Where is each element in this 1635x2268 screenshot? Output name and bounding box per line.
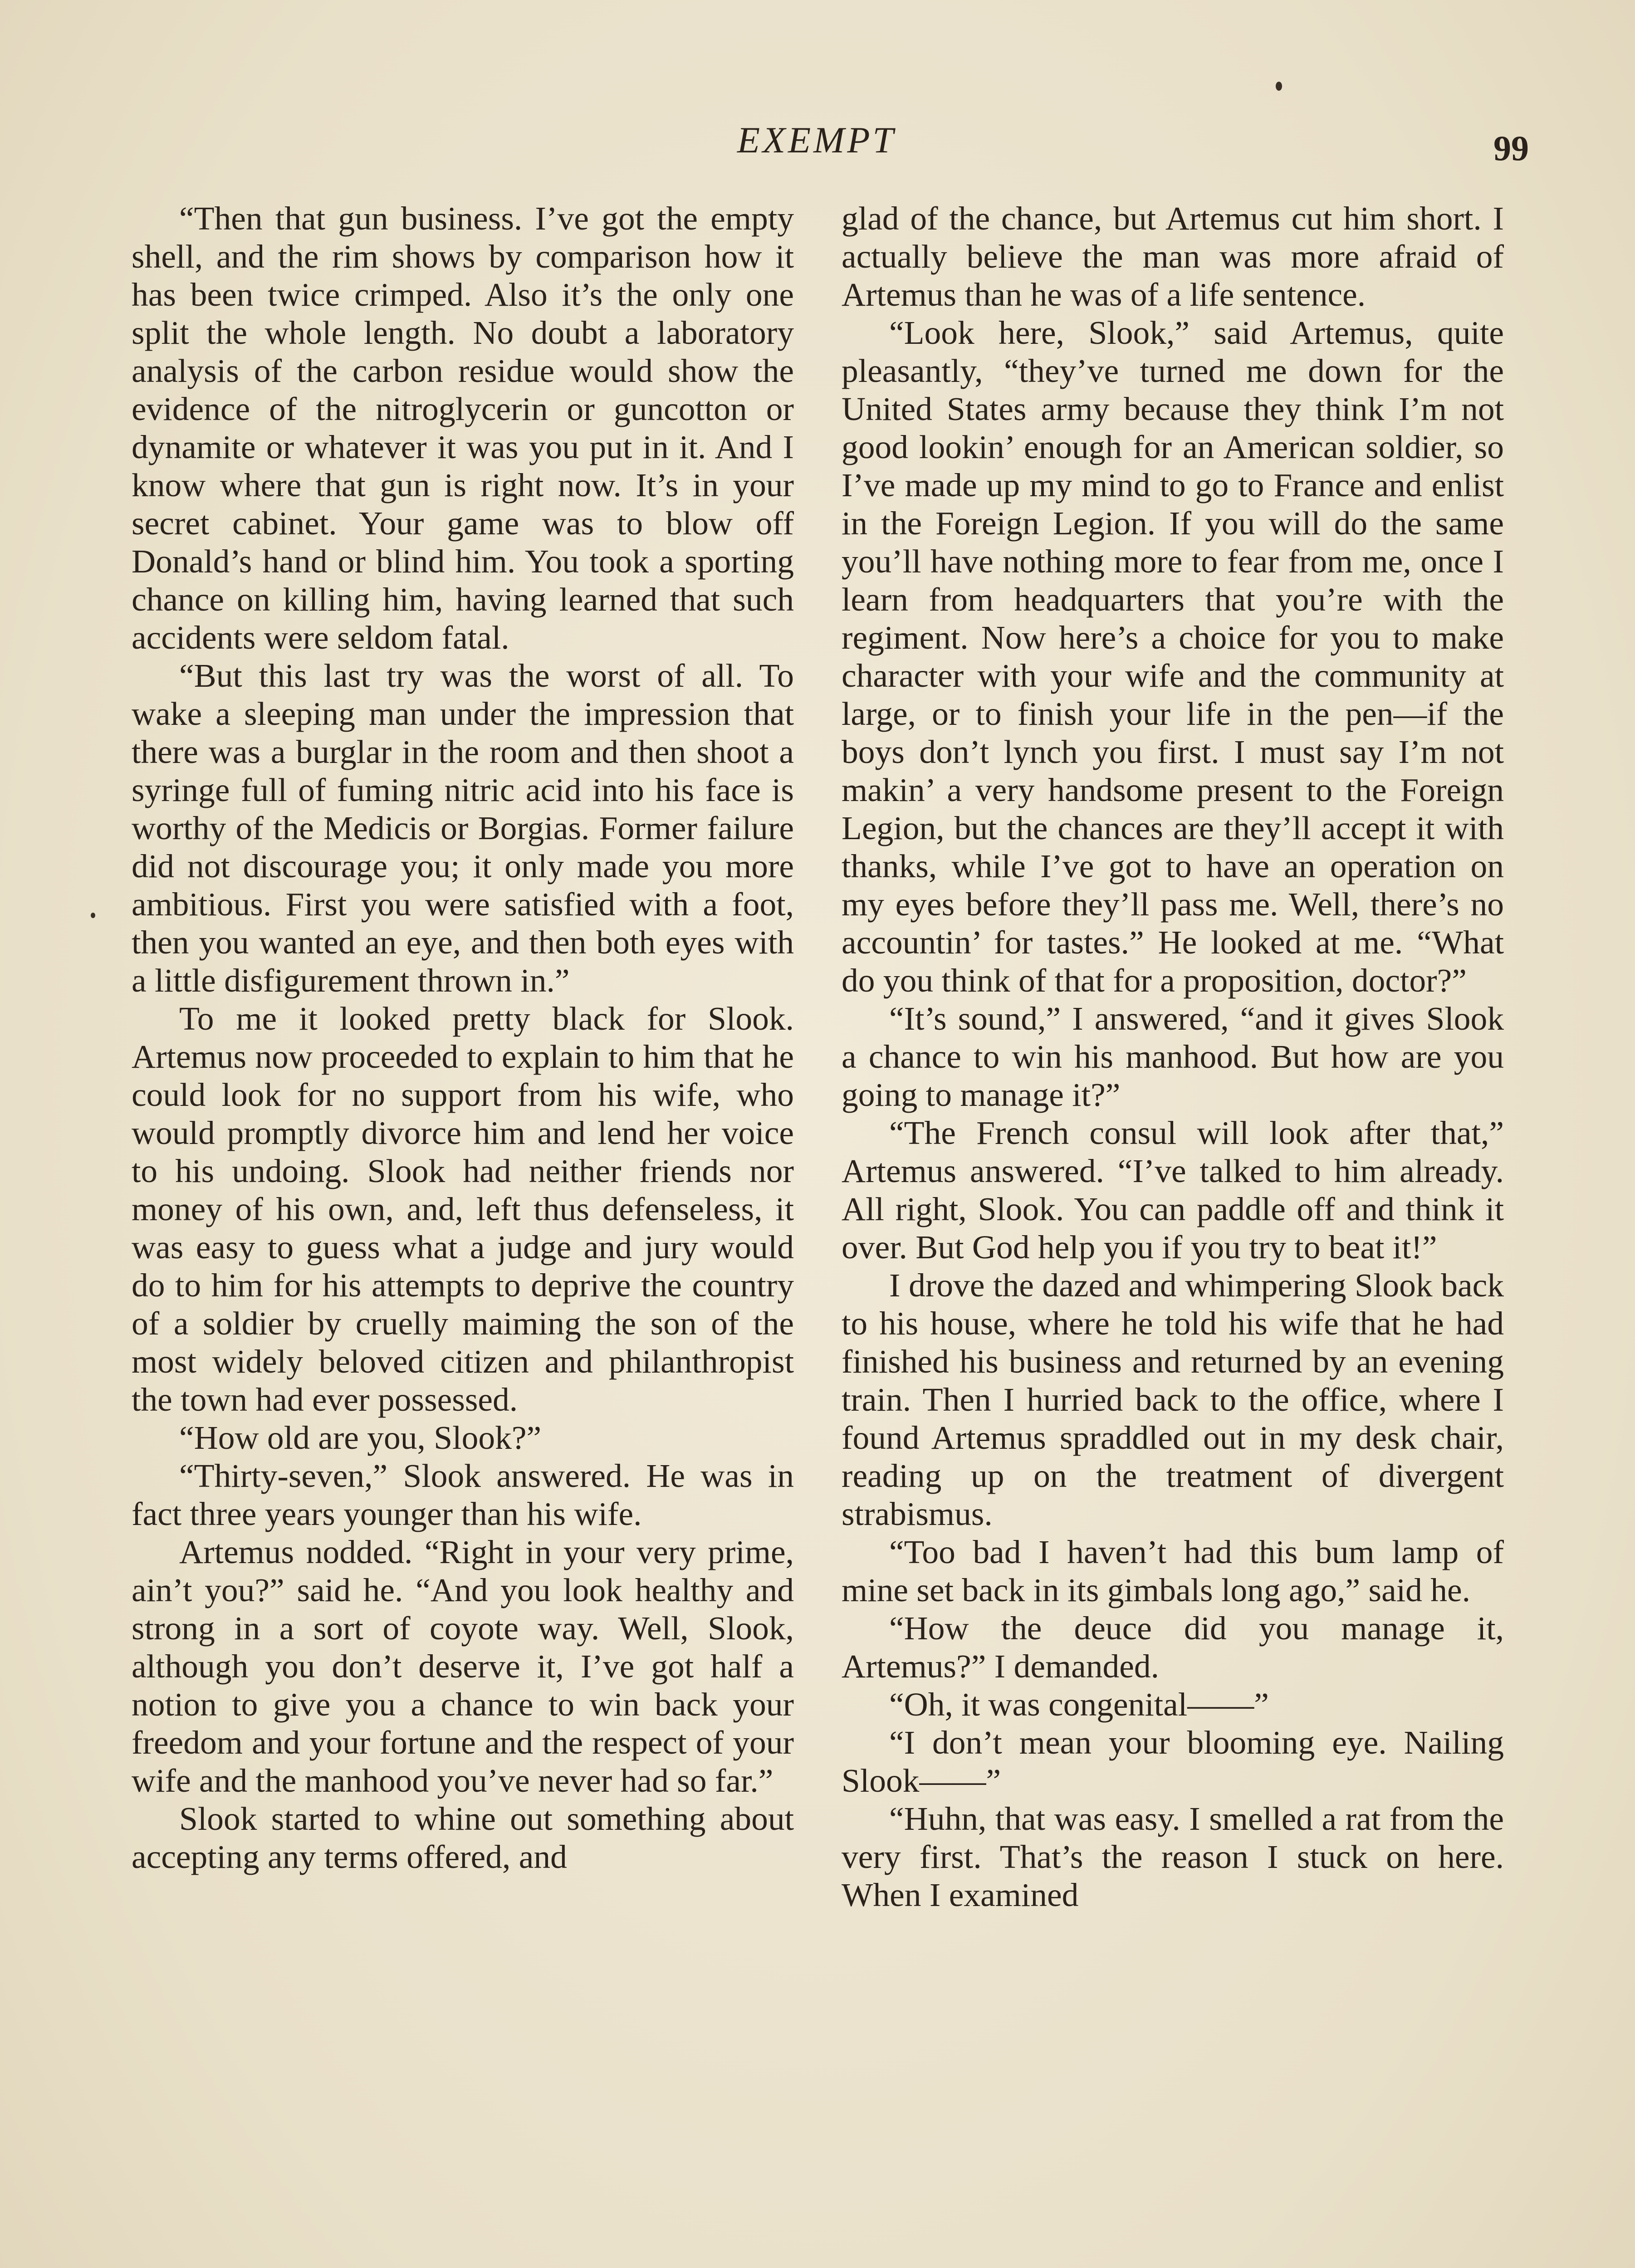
- paragraph: “But this last try was the worst of all. To wake a sleeping man under the impression that there was a burglar in the room and then shoot a syringe full of fuming nitric acid into his face is worthy of the Medicis or Borgias. Former failure did not discourage you; it only made you more ambitious. First you were satisfied with a foot, then you wanted an eye, and then both eyes with a little disfigurement thrown in.”: [132, 657, 794, 999]
- running-header-title: EXEMPT: [737, 119, 896, 161]
- paragraph: “Then that gun business. I’ve got the empty shell, and the rim shows by comparison how it has been twice crimped. Also it’s the only one split the whole length. No doubt a laboratory analysis of the carbon residue would show the evidence of the nitroglycerin or guncotton or dynamite or whatever it was you put in it. And I know where that gun is right now. It’s in your secret cabinet. Your game was to blow off Donald’s hand or blind him. You took a sporting chance on killing him, having learned that such accidents were seldom fatal.: [132, 200, 794, 656]
- paragraph: “How the deuce did you manage it, Artemus?” I demanded.: [842, 1610, 1504, 1685]
- paragraph: glad of the chance, but Artemus cut him short. I actually believe the man was more afraid of Artemus than he was of a life sentence.: [842, 200, 1504, 313]
- left-text-column: [132, 200, 794, 1876]
- paragraph: Artemus nodded. “Right in your very prime, ain’t you?” said he. “And you look healthy and strong in a sort of coyote way. Well, Slook, although you don’t deserve it, I’ve got half a notion to give you a chance to win back your freedom and your fortune and the respect of your wife and the manhood you’ve never had so far.”: [132, 1534, 794, 1799]
- right-text-column: [842, 200, 1504, 1914]
- paragraph: “The French consul will look after that,” Artemus answered. “I’ve talked to him already. All right, Slook. You can paddle off and think it over. But God help you if you try to beat it!”: [842, 1114, 1504, 1266]
- paragraph: I drove the dazed and whimpering Slook back to his house, where he told his wife that he had finished his business and returned by an evening train. Then I hurried back to the office, where I found Artemus spraddled out in my desk chair, reading up on the treatment of divergent strabismus.: [842, 1267, 1504, 1532]
- ink-speck: [91, 913, 95, 918]
- paragraph: “I don’t mean your blooming eye. Nailing Slook——”: [842, 1724, 1504, 1799]
- paragraph: “It’s sound,” I answered, “and it gives Slook a chance to win his manhood. But how are you going to manage it?”: [842, 1000, 1504, 1113]
- paragraph: “Oh, it was congenital——”: [889, 1686, 1269, 1723]
- paragraph: “Huhn, that was easy. I smelled a rat from the very first. That’s the reason I stuck on here. When I examined: [842, 1800, 1504, 1913]
- paragraph: “Too bad I haven’t had this bum lamp of mine set back in its gimbals long ago,” said he.: [842, 1534, 1504, 1608]
- page-number: 99: [1493, 128, 1529, 168]
- ink-speck: [1276, 82, 1282, 91]
- paragraph: “Look here, Slook,” said Artemus, quite pleasantly, “they’ve turned me down for the United States army because they think I’m not good lookin’ enough for an American soldier, so I’ve made up my mind to go to France and enlist in the Foreign Legion. If you will do the same you’ll have nothing more to fear from me, once I learn from headquarters that you’re with the regiment. Now here’s a choice for you to make character with your wife and the community at large, or to finish your life in the pen—if the boys don’t lynch you first. I must say I’m not makin’ a very handsome present to the Foreign Legion, but the chances are they’ll accept it with thanks, while I’ve got to have an operation on my eyes before they’ll pass me. Well, there’s no accountin’ for tastes.” He looked at me. “What do you think of that for a proposition, doctor?”: [842, 314, 1504, 999]
- paragraph: “Thirty-seven,” Slook answered. He was in fact three years younger than his wife.: [132, 1457, 794, 1532]
- paragraph: To me it looked pretty black for Slook. Artemus now proceeded to explain to him that he could look for no support from his wife, who would promptly divorce him and lend her voice to his undoing. Slook had neither friends nor money of his own, and, left thus defenseless, it was easy to guess what a judge and jury would do to him for his attempts to deprive the country of a soldier by cruelly maiming the son of the most widely beloved citizen and philanthropist the town had ever possessed.: [132, 1000, 794, 1418]
- paragraph: Slook started to whine out something about accepting any terms offered, and: [132, 1800, 794, 1875]
- paragraph: “How old are you, Slook?”: [179, 1419, 542, 1456]
